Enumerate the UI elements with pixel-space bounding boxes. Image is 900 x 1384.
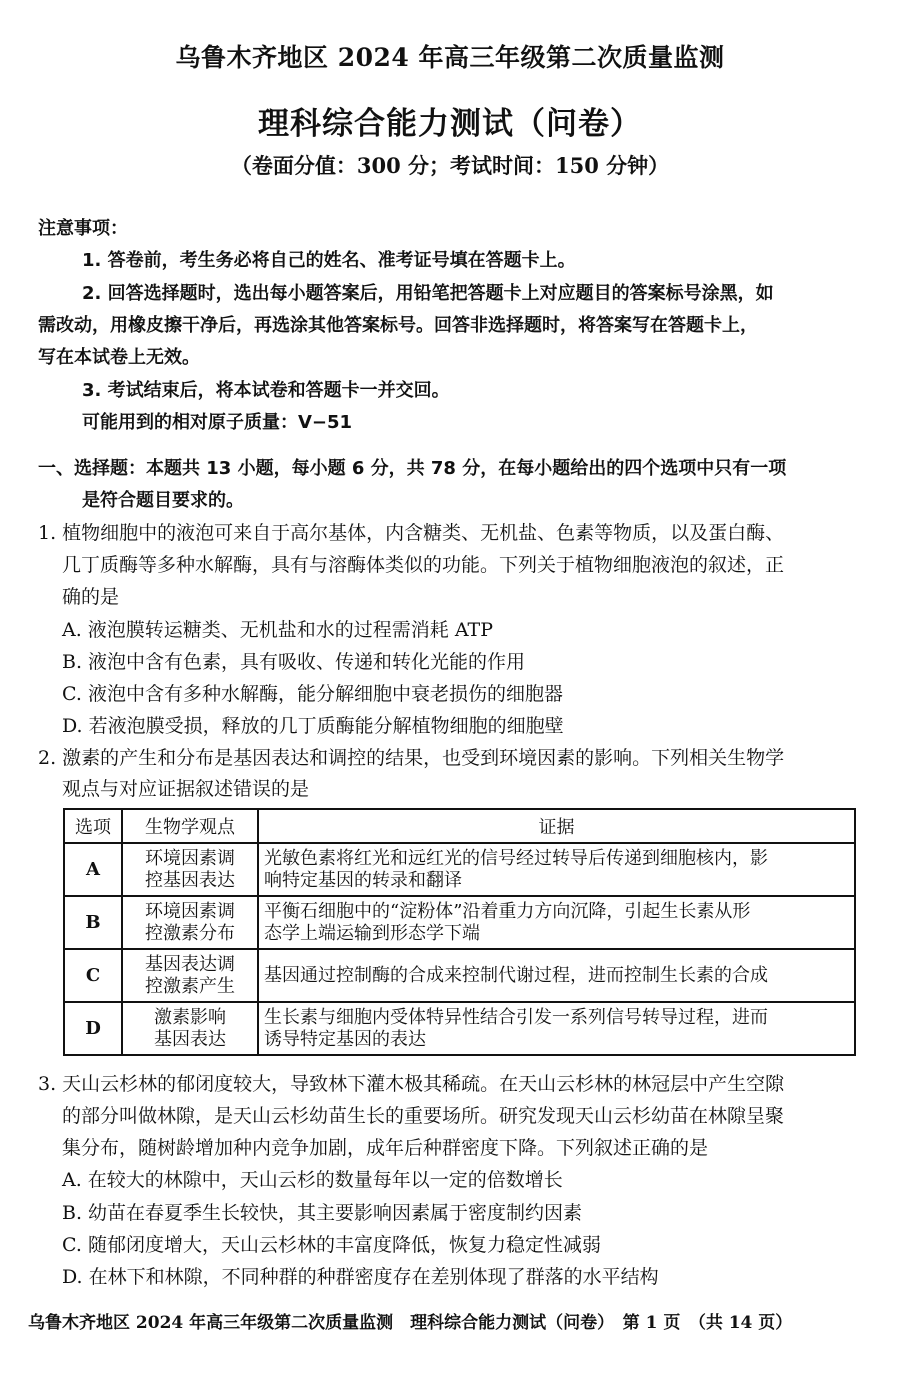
exam-title: 乌鲁木齐地区 2024 年高三年级第二次质量监测 [175,43,725,72]
q1-option-a: A. 液泡膜转运糖类、无机盐和水的过程需消耗 ATP [62,619,493,641]
q1-stem-line-3: 确的是 [62,586,120,608]
row-option: C [64,949,122,1002]
q2-stem-line-1: 2. 激素的产生和分布是基因表达和调控的结果，也受到环境因素的影响。下列相关生物学 [38,747,785,769]
row-view: 基因表达调 控激素产生 [122,949,258,1002]
q1-option-c: C. 液泡中含有多种水解酶，能分解细胞中衰老损伤的细胞器 [62,683,563,705]
table-row [64,949,855,1002]
atomic-mass-note: 可能用到的相对原子质量：V−51 [82,412,353,433]
q3-option-a: A. 在较大的林隙中，天山云杉的数量每年以一定的倍数增长 [62,1169,563,1191]
q2-stem-line-2: 观点与对应证据叙述错误的是 [62,778,310,800]
table-row [64,1002,855,1055]
row-option: D [64,1002,122,1055]
row-view: 激素影响 基因表达 [122,1002,258,1055]
row-evidence: 基因通过控制酶的合成来控制代谢过程，进而控制生长素的合成 [258,949,855,1002]
notice-item-2-line-3: 写在本试卷上无效。 [38,347,200,368]
q1-option-d: D. 若液泡膜受损，释放的几丁质酶能分解植物细胞的细胞壁 [62,715,564,737]
q2-evidence-table [63,808,856,1056]
row-option: A [64,843,122,896]
q3-stem-line-1: 3. 天山云杉林的郁闭度较大，导致林下灌木极其稀疏。在天山云杉林的林冠层中产生空隙 [38,1073,785,1095]
q3-option-d: D. 在林下和林隙，不同种群的种群密度存在差别体现了群落的水平结构 [62,1266,659,1288]
notice-item-2-line-2: 需改动，用橡皮擦干净后，再选涂其他答案标号。回答非选择题时，将答案写在答题卡上， [38,315,758,336]
notice-item-1: 1. 答卷前，考生务必将自己的姓名、准考证号填在答题卡上。 [82,250,576,271]
notice-heading: 注意事项： [38,218,128,239]
page-footer: 乌鲁木齐地区 2024 年高三年级第二次质量监测 理科综合能力测试（问卷） 第 1 页 （共 14 页） [28,1313,793,1333]
exam-info: （卷面分值：300 分；考试时间：150 分钟） [230,153,670,178]
notice-item-2-line-1: 2. 回答选择题时，选出每小题答案后，用铅笔把答题卡上对应题目的答案标号涂黑，如 [82,283,774,304]
q3-stem-line-3: 集分布，随树龄增加种内竞争加剧，成年后种群密度下降。下列叙述正确的是 [62,1137,709,1159]
table-row [64,896,855,949]
header-evidence: 证据 [258,809,855,843]
row-evidence: 生长素与细胞内受体特异性结合引发一系列信号转导过程，进而 诱导特定基因的表达 [258,1002,855,1055]
section-1-heading: 一、选择题：本题共 13 小题，每小题 6 分，共 78 分，在每小题给出的四个选项中只有一项 [38,458,787,479]
row-evidence: 平衡石细胞中的“淀粉体”沿着重力方向沉降，引起生长素从形 态学上端运输到形态学下端 [258,896,855,949]
q1-stem-line-1: 1. 植物细胞中的液泡可来自于高尔基体，内含糖类、无机盐、色素等物质，以及蛋白酶、 [38,522,785,544]
q1-option-b: B. 液泡中含有色素，具有吸收、传递和转化光能的作用 [62,651,526,673]
q3-option-b: B. 幼苗在春夏季生长较快，其主要影响因素属于密度制约因素 [62,1202,583,1224]
table-header-row [64,809,855,843]
header-view: 生物学观点 [122,809,258,843]
row-evidence: 光敏色素将红光和远红光的信号经过转导后传递到细胞核内，影 响特定基因的转录和翻译 [258,843,855,896]
q3-stem-line-2: 的部分叫做林隙，是天山云杉幼苗生长的重要场所。研究发现天山云杉幼苗在林隙呈聚 [62,1105,785,1127]
q3-option-c: C. 随郁闭度增大，天山云杉林的丰富度降低，恢复力稳定性减弱 [62,1234,601,1256]
table-row [64,843,855,896]
header-option: 选项 [64,809,122,843]
exam-subtitle: 理科综合能力测试（问卷） [258,106,642,142]
q1-stem-line-2: 几丁质酶等多种水解酶，具有与溶酶体类似的功能。下列关于植物细胞液泡的叙述，正 [62,554,785,576]
row-view: 环境因素调 控基因表达 [122,843,258,896]
row-view: 环境因素调 控激素分布 [122,896,258,949]
section-1-heading-cont: 是符合题目要求的。 [82,490,244,511]
notice-item-3: 3. 考试结束后，将本试卷和答题卡一并交回。 [82,380,450,401]
row-option: B [64,896,122,949]
